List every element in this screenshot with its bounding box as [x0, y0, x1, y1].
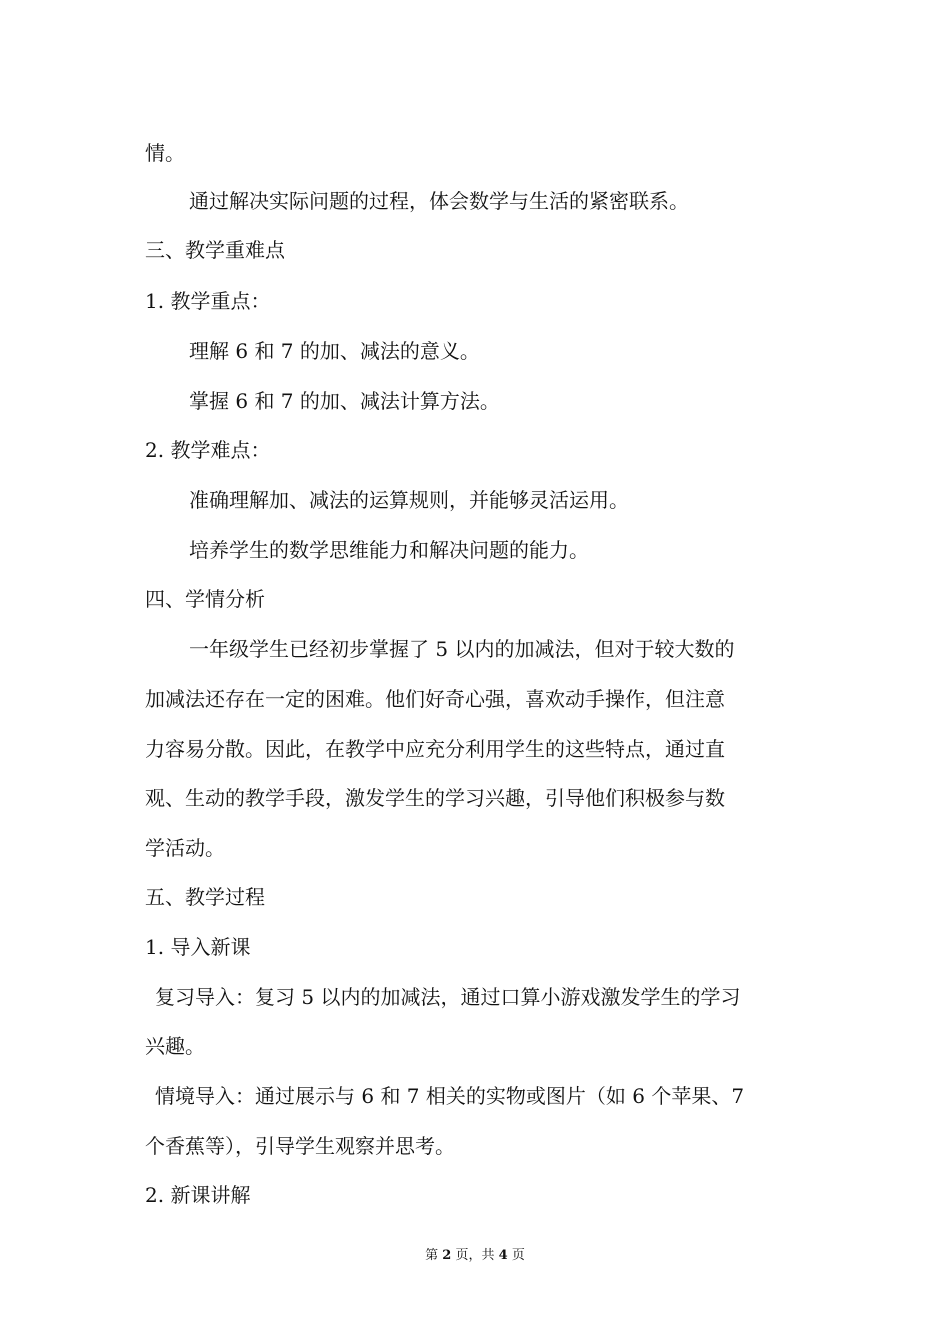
text-line: 掌握 6 和 7 的加、减法计算方法。	[189, 389, 500, 413]
subsection-heading: 2. 教学难点：	[145, 438, 271, 462]
subsection-heading: 1. 导入新课	[145, 935, 251, 959]
text-line: 情。	[145, 141, 185, 165]
section-heading: 三、教学重难点	[145, 238, 285, 262]
subsection-heading: 2. 新课讲解	[145, 1183, 251, 1207]
current-page-number: 2	[442, 1248, 452, 1263]
subsection-heading: 1. 教学重点：	[145, 289, 271, 313]
text-line: 通过解决实际问题的过程，体会数学与生活的紧密联系。	[189, 189, 689, 213]
paragraph-line: 复习导入：复习 5 以内的加减法，通过口算小游戏激发学生的学习	[155, 985, 741, 1009]
footer-prefix: 第	[425, 1248, 439, 1263]
paragraph-line: 兴趣。	[145, 1034, 205, 1058]
paragraph-line: 个香蕉等），引导学生观察并思考。	[145, 1134, 455, 1158]
paragraph-line: 学活动。	[145, 836, 225, 860]
paragraph-line: 力容易分散。因此，在教学中应充分利用学生的这些特点，通过直	[145, 737, 725, 761]
text-line: 准确理解加、减法的运算规则，并能够灵活运用。	[189, 488, 629, 512]
total-pages-number: 4	[498, 1248, 508, 1263]
paragraph-line: 一年级学生已经初步掌握了 5 以内的加减法，但对于较大数的	[189, 637, 735, 661]
paragraph-line: 加减法还存在一定的困难。他们好奇心强，喜欢动手操作，但注意	[145, 687, 725, 711]
text-line: 理解 6 和 7 的加、减法的意义。	[189, 339, 480, 363]
page-footer	[0, 1247, 950, 1265]
section-heading: 五、教学过程	[145, 885, 265, 909]
footer-suffix: 页	[511, 1248, 525, 1263]
paragraph-line: 观、生动的教学手段，激发学生的学习兴趣，引导他们积极参与数	[145, 786, 725, 810]
text-line: 培养学生的数学思维能力和解决问题的能力。	[189, 538, 589, 562]
footer-middle: 页，共	[455, 1248, 495, 1263]
paragraph-line: 情境导入：通过展示与 6 和 7 相关的实物或图片（如 6 个苹果、7	[155, 1084, 745, 1108]
section-heading: 四、学情分析	[145, 587, 265, 611]
